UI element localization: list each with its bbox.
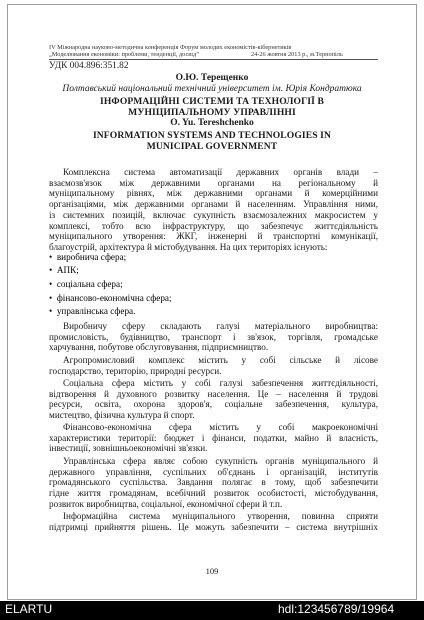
text-line: мистецтво, фізична культура й спорт. bbox=[49, 410, 195, 421]
udk-code: УДК 004.896:351.82 bbox=[49, 61, 129, 71]
text-line: Фінансово-економічна сфера містить у собі макроекономічні bbox=[63, 422, 378, 432]
paper-title-en-line2: MUNICIPAL GOVERNMENT bbox=[146, 141, 278, 152]
text-line: Агропромисловий комплекс містить у собі сільське й лісове bbox=[63, 355, 378, 365]
conference-header-line1: IV Міжнародна науково-методична конференція Форум молодих економістів-кібернетиків bbox=[49, 44, 292, 51]
text-line: Управлінська сфера являє собою сукупність органів муніципального й bbox=[63, 456, 378, 466]
list-item-text: соціальна сфера; bbox=[56, 279, 123, 289]
page-number: 109 bbox=[205, 566, 219, 576]
text-line: Виробничу сферу складають галузі матеріального виробництва: bbox=[63, 321, 378, 331]
text-line: підтримці прийняття рішень. Це можуть забезпечити – система внутрішніх bbox=[49, 521, 378, 532]
paragraph-intro bbox=[49, 167, 378, 253]
paragraph-social bbox=[49, 378, 378, 421]
paragraph-production bbox=[49, 321, 378, 353]
list-item-text: управлінська сфера. bbox=[56, 306, 136, 316]
text-line: промисловість, будівництво, транспорт і зв'язок, торгівля, громадське bbox=[49, 331, 378, 342]
text-line: громадянського суспільства. Завдання полягає в тому, щоб забезпечити bbox=[49, 477, 378, 488]
paragraph-information-system bbox=[49, 511, 378, 532]
text-line: комплексі, тобто всю інфраструктуру, що забезпечує життєдіяльність bbox=[49, 220, 378, 231]
text-line: державного управління, суспільних об'єднань і організацій, інститутів bbox=[49, 466, 378, 477]
handle-identifier[interactable]: hdl:123456789/19964 bbox=[278, 602, 395, 616]
text-line: муніципального утворення: ЖКГ, інженерні й транспортні комунікації, bbox=[49, 231, 378, 242]
header-rule bbox=[49, 59, 378, 60]
repository-footer bbox=[0, 601, 424, 620]
conference-date-location: 24-26 жовтня 2013 р., м.Тернопіль bbox=[251, 51, 343, 58]
list-item bbox=[49, 306, 135, 316]
bullet-marker: • bbox=[49, 293, 57, 303]
text-line: господарство, територію, природні ресурси. bbox=[49, 365, 222, 376]
list-item bbox=[49, 279, 123, 289]
list-item bbox=[49, 265, 79, 275]
text-line: Інформаційна система муніципального утворення, повинна сприяти bbox=[63, 511, 378, 521]
text-line: харчування, побутове обслуговування, підприємництво. bbox=[49, 342, 269, 353]
paper-title-uk-line1: ІНФОРМАЦІЙНІ СИСТЕМИ ТА ТЕХНОЛОГІЇ В bbox=[100, 96, 324, 107]
paragraph-management bbox=[49, 456, 378, 510]
text-line: характеристики території: бюджет і фінанси, податки, майно й власність, bbox=[49, 432, 378, 443]
paper-title-uk-line2: МУНІЦИПАЛЬНОМУ УПРАВЛІННІ bbox=[128, 107, 296, 118]
bullet-marker: • bbox=[49, 279, 57, 289]
text-line: розвиток виробництва, соціальної, економічної сфери й т.п. bbox=[49, 498, 283, 509]
text-line: гідне життя громадянам, всебічний розвиток особистості, містобудування, bbox=[49, 488, 378, 499]
paper-title-en-line1: INFORMATION SYSTEMS AND TECHNOLOGIES IN bbox=[92, 130, 332, 141]
bullet-marker: • bbox=[49, 265, 57, 275]
author-name-uk: О.Ю. Терещенко bbox=[175, 73, 249, 83]
repository-name: ELARTU bbox=[5, 602, 53, 616]
list-item bbox=[49, 293, 172, 303]
conference-header-line2: „Моделювання економіки: проблеми, тенденції, досвід” bbox=[49, 51, 199, 58]
text-line: інвестиції, зовнішньоекономічні зв'язки. bbox=[49, 443, 208, 454]
paragraph-finance bbox=[49, 422, 378, 454]
author-affiliation: Полтавський національний технічний університет ім. Юрія Кондратюка bbox=[62, 84, 362, 94]
paragraph-agro bbox=[49, 355, 378, 376]
text-line: ресурси, освіта, охорона здоров'я, соціальне забезпечення, культура, bbox=[49, 399, 378, 410]
bullet-marker: • bbox=[49, 306, 57, 316]
text-line: організаціями, між державними органами й населенням. Управління ними, bbox=[49, 199, 378, 210]
text-line: із системних позицій, включає сукупність взаємозалежних макросистем у bbox=[49, 209, 378, 220]
bullet-marker: • bbox=[49, 252, 57, 262]
author-name-en: O. Yu. Tereshchenko bbox=[170, 118, 254, 128]
text-line: Соціальна сфера містить у собі галузі забезпечення життєдіяльності, bbox=[63, 378, 378, 388]
list-item bbox=[49, 252, 126, 262]
list-item-text: фінансово-економічна сфера; bbox=[56, 293, 172, 303]
text-line: взаємозв'язок між державними органами на регіональному й bbox=[49, 177, 378, 188]
list-item-text: АПК; bbox=[56, 265, 79, 275]
list-item-text: виробнича сфера; bbox=[56, 252, 127, 262]
text-line: відтворення й духовного розвитку населення. Це – населення й трудові bbox=[49, 388, 378, 399]
text-line: Комплексна система автоматизації державних органів влади – bbox=[63, 167, 378, 177]
text-line: благоустрій, архітектура й містобудування. На цих територіях існують: bbox=[49, 241, 328, 252]
text-line: муніципальному рівнях, між державними органами й комерційними bbox=[49, 188, 378, 199]
